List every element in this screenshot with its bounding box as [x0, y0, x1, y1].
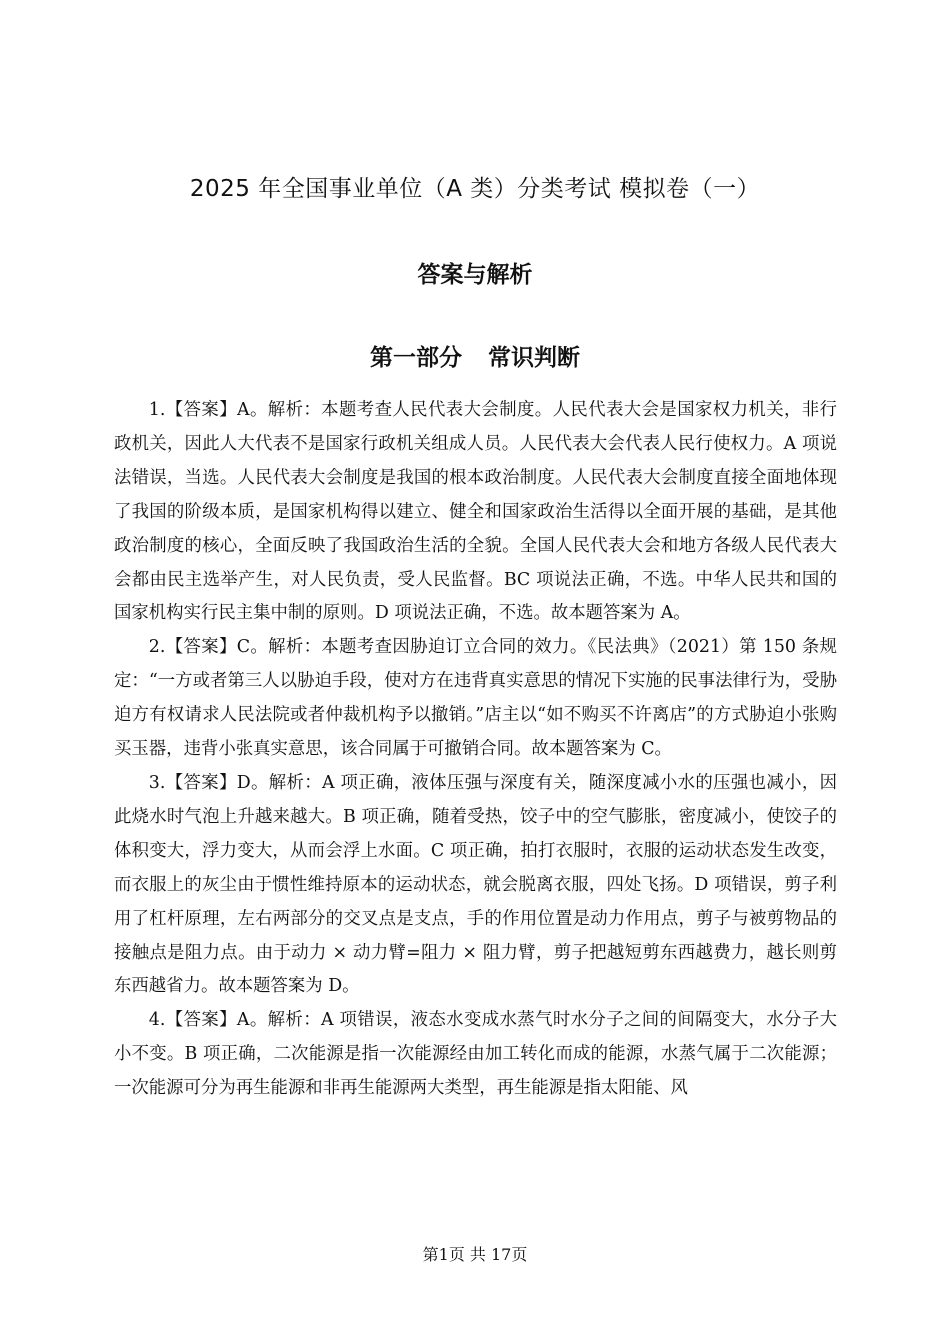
answer-paragraph-1: 1.【答案】A。解析：本题考查人民代表大会制度。人民代表大会是国家权力机关，非行政机关，因此人大代表不是国家行政机关组成人员。人民代表大会代表人民行使权力。A 项说法错误，当选。人民代表大会制度是我国的根本政治制度。人民代表大会制度直接全面地体现了我国的阶级本质，是国家机构得以建立、健全和国家政治生活得以全面开展的基础，是其他政治制度的核心，全面反映了我国政治生活的全貌。全国人民代表大会和地方各级人民代表大会都由民主选举产生，对人民负责，受人民监督。BC 项说法正确，不选。中华人民共和国的国家机构实行民主集中制的原则。D 项说法正确，不选。故本题答案为 A。	[114, 400, 837, 624]
answer-paragraph-2: 2.【答案】C。解析：本题考查因胁迫订立合同的效力。《民法典》（2021）第 150 条规定：“一方或者第三人以胁迫手段，使对方在违背真实意思的情况下实施的民事法律行为，受胁迫方有权请求人民法院或者仲裁机构予以撤销。”店主以“如不购买不许离店”的方式胁迫小张购买玉器，违背小张真实意思，该合同属于可撤销合同。故本题答案为 C。	[114, 637, 837, 760]
section-heading: 第一部分 常识判断	[369, 345, 580, 371]
document-subtitle: 答案与解析	[417, 262, 533, 288]
answer-paragraph-3: 3.【答案】D。解析：A 项正确，液体压强与深度有关，随深度减小水的压强也减小，因此烧水时气泡上升越来越大。B 项正确，随着受热，饺子中的空气膨胀，密度减小，使饺子的体积变大，浮力变大，从而会浮上水面。C 项正确，拍打衣服时，衣服的运动状态发生改变，而衣服上的灰尘由于惯性维持原本的运动状态，就会脱离衣服，四处飞扬。D 项错误，剪子利用了杠杆原理，左右两部分的交叉点是支点，手的作用位置是动力作用点，剪子与被剪物品的接触点是阻力点。由于动力 × 动力臂=阻力 × 阻力臂，剪子把越短剪东西越费力，越长则剪东西越省力。故本题答案为 D。	[114, 772, 837, 997]
answer-paragraph-4: 4.【答案】A。解析：A 项错误，液态水变成水蒸气时水分子之间的间隔变大，水分子大小不变。B 项正确，二次能源是指一次能源经由加工转化而成的能源，水蒸气属于二次能源；一次能源可分为再生能源和非再生能源两大类型，再生能源是指太阳能、风	[114, 1010, 837, 1099]
document-title: 2025 年全国事业单位（A 类）分类考试 模拟卷（一）	[189, 176, 761, 202]
page-footer: 第1页 共 17页	[422, 1245, 528, 1264]
answers-body	[114, 394, 837, 1106]
